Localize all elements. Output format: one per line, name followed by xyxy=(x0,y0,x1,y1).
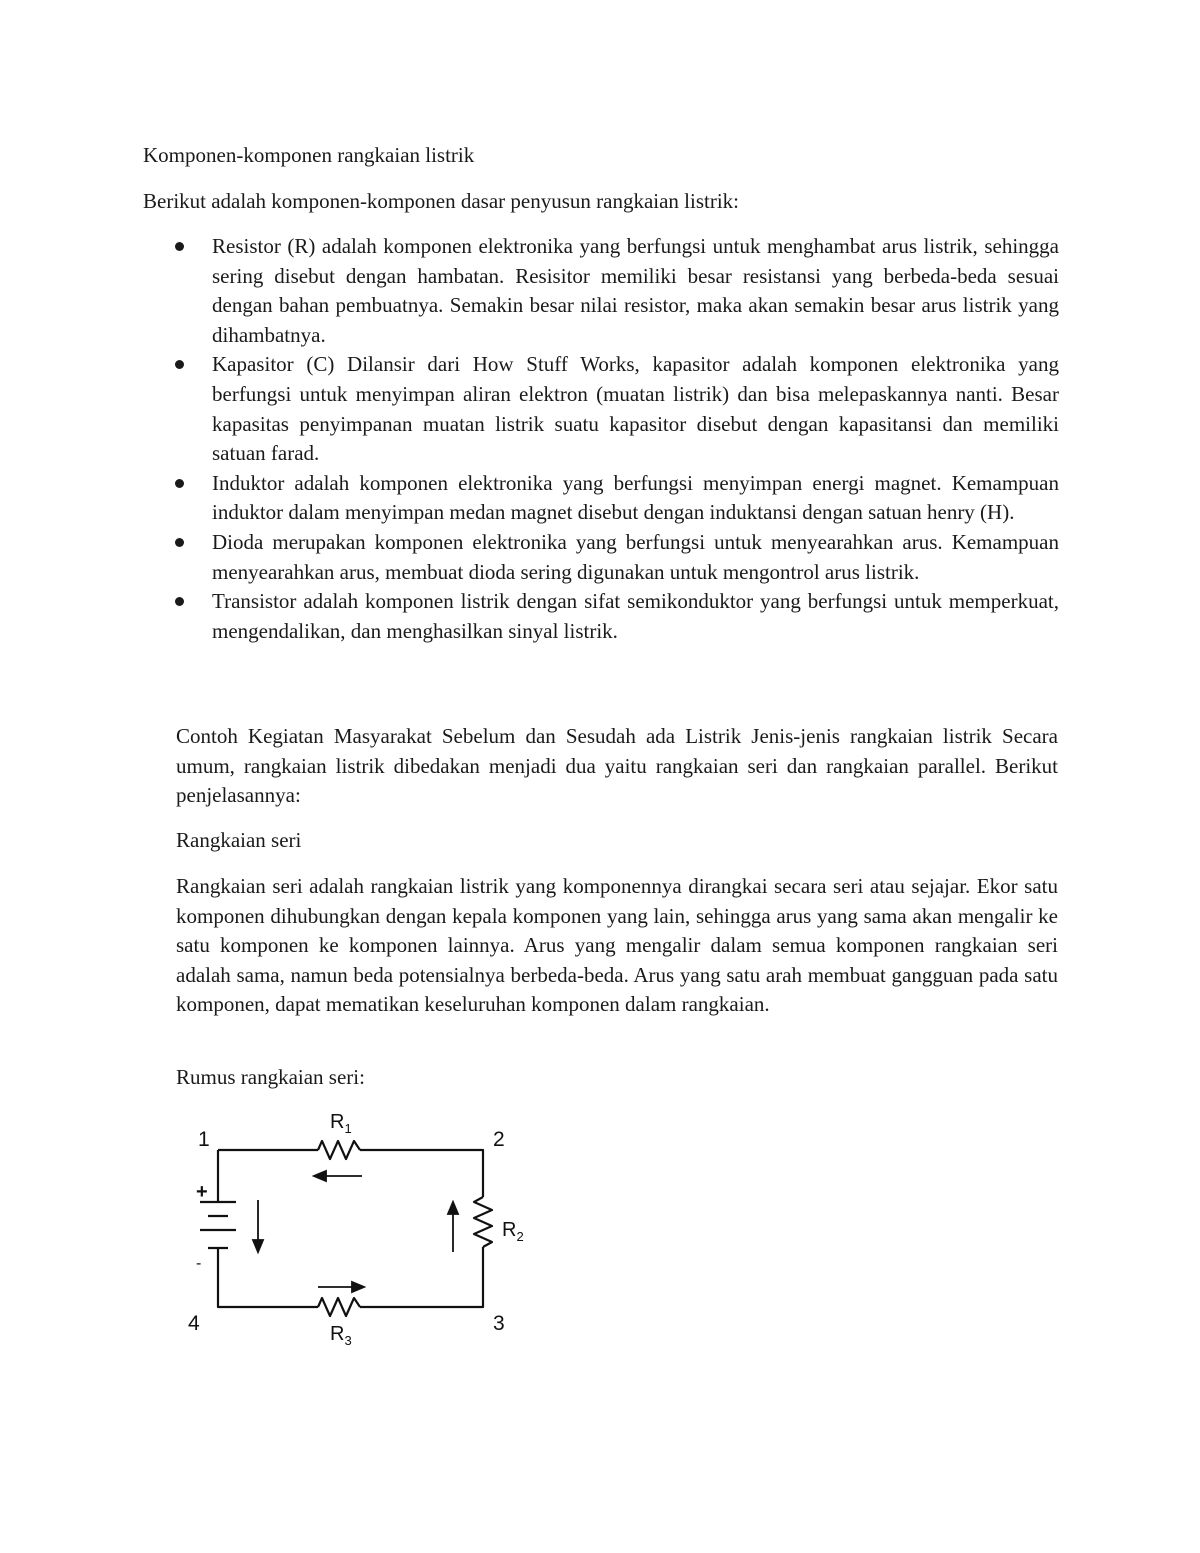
list-item: Transistor adalah komponen listrik dengan sifat semikonduktor yang berfungsi untuk memperkuat, mengendalikan, dan menghasilkan sinyal listrik. xyxy=(143,587,1059,646)
wire-bottom-right xyxy=(360,1247,483,1307)
list-item: Dioda merupakan komponen elektronika yang berfungsi untuk menyearahkan arus. Kemampuan menyearahkan arus, membuat dioda sering digunakan untuk mengontrol arus listrik. xyxy=(143,528,1059,587)
wire-bottom-left xyxy=(218,1248,318,1307)
resistor-r1-label: $R_1$ xyxy=(330,1111,352,1136)
resistor-r2-label: $R_2$ xyxy=(502,1219,524,1244)
wire-top-right xyxy=(360,1150,483,1197)
bullet-icon xyxy=(175,538,184,547)
arrow-head-icon xyxy=(448,1202,458,1214)
examples-paragraph: Contoh Kegiatan Masyarakat Sebelum dan Sesudah ada Listrik Jenis-jenis rangkaian listrik Secara umum, rangkaian listrik dibedakan menjadi dua yaitu rangkaian seri dan rangkaian parallel. Berikut penjelasannya: xyxy=(176,724,1058,808)
bullet-icon xyxy=(175,597,184,606)
list-item: Kapasitor (C) Dilansir dari How Stuff Works, kapasitor adalah komponen elektronika yang berfungsi untuk menyimpan aliran elektron (muatan listrik) dan bisa melepaskannya nanti. Besar kapasitas penyimpanan muatan listrik suatu kapasitor disebut dengan kapasitansi dan memiliki satuan farad. xyxy=(143,350,1059,468)
node-label: 3 xyxy=(493,1312,505,1335)
node-label: 4 xyxy=(188,1312,200,1335)
bullet-icon xyxy=(175,360,184,369)
arrow-head-icon xyxy=(352,1282,364,1292)
series-heading: Rangkaian seri xyxy=(176,828,302,852)
node-label: 2 xyxy=(493,1128,505,1151)
resistor-r3-symbol xyxy=(318,1298,360,1316)
component-list xyxy=(143,232,1059,646)
resistor-r3-label: $R_3$ xyxy=(330,1323,352,1348)
series-paragraph: Rangkaian seri adalah rangkaian listrik yang komponennya dirangkai secara seri atau sejajar. Ekor satu komponen dihubungkan dengan kepala komponen yang lain, sehingga arus yang sama akan mengalir ke satu komponen ke komponen lainnya. Arus yang mengalir dalam semua komponen rangkaian seri adalah sama, namun beda potensialnya berbeda-beda. Arus yang satu arah membuat gangguan pada satu komponen, dapat mematikan keseluruhan komponen dalam rangkaian. xyxy=(176,874,1058,1017)
resistor-r2-symbol xyxy=(474,1197,492,1247)
series-circuit-diagram xyxy=(180,1100,540,1360)
intro-text: Berikut adalah komponen-komponen dasar penyusun rangkaian listrik: xyxy=(143,189,740,213)
node-label: 1 xyxy=(198,1128,210,1151)
resistor-r1-symbol xyxy=(318,1141,360,1159)
list-item: Resistor (R) adalah komponen elektronika yang berfungsi untuk menghambat arus listrik, sehingga sering disebut dengan hambatan. Resisitor memiliki besar resistansi yang berbeda-beda sesuai dengan bahan pembuatnya. Semakin besar nilai resistor, maka akan semakin besar arus listrik yang dihambatnya. xyxy=(143,232,1059,350)
list-item: Induktor adalah komponen elektronika yang berfungsi menyimpan energi magnet. Kemampuan induktor dalam menyimpan medan magnet disebut dengan induktansi dengan satuan henry (H). xyxy=(143,469,1059,528)
battery-plus-sign: + xyxy=(196,1181,208,1203)
arrow-head-icon xyxy=(253,1240,263,1252)
battery-minus-sign: - xyxy=(196,1255,202,1272)
formula-label: Rumus rangkaian seri: xyxy=(176,1065,365,1089)
section-heading: Komponen-komponen rangkaian listrik xyxy=(143,143,475,167)
bullet-icon xyxy=(175,242,184,251)
bullet-icon xyxy=(175,479,184,488)
arrow-head-icon xyxy=(314,1171,326,1181)
